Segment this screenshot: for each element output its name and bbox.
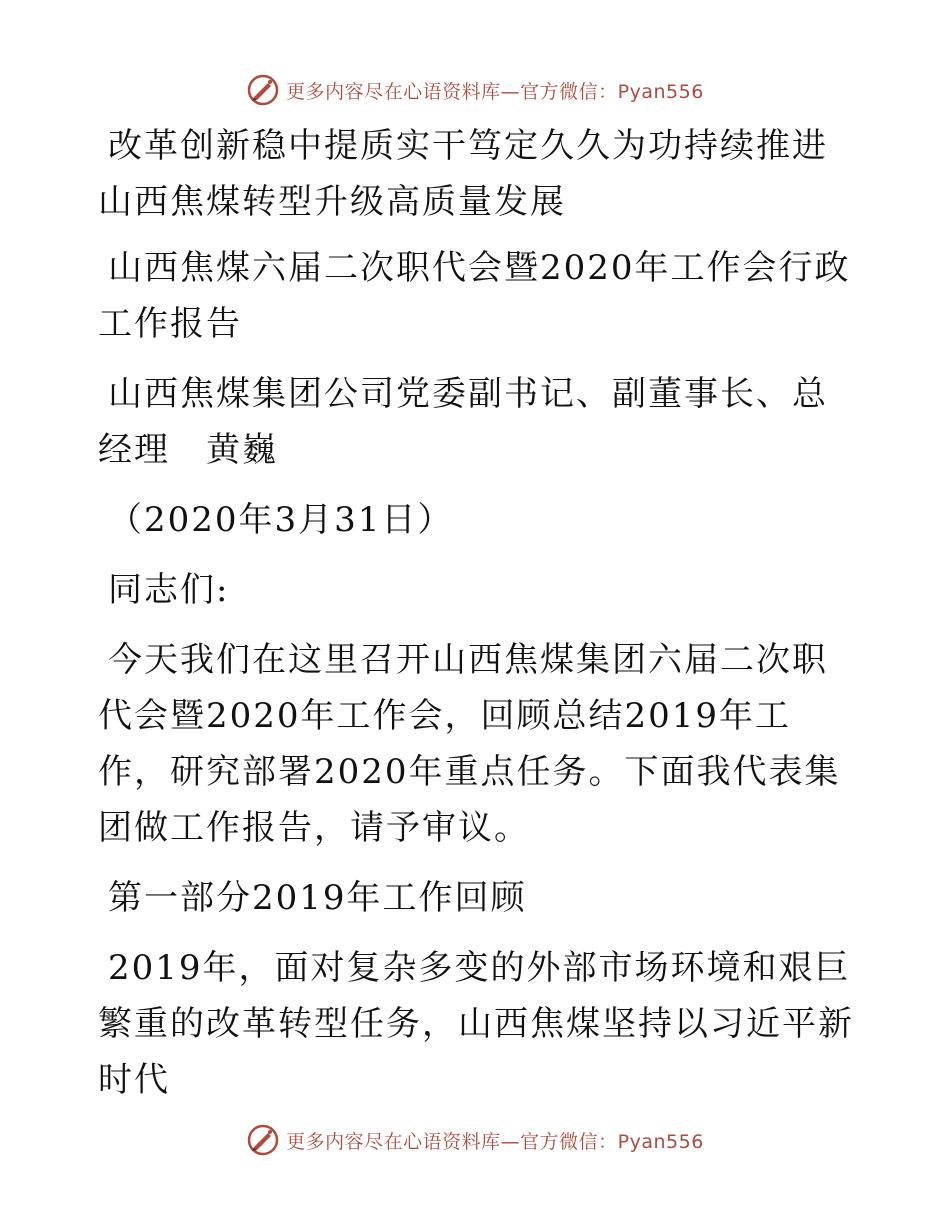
- pen-circle-logo-icon: [246, 1123, 280, 1157]
- document-subtitle: 山西焦煤六届二次职代会暨2020年工作会行政工作报告: [98, 248, 851, 344]
- header-watermark: [0, 72, 950, 108]
- intro-paragraph: 今天我们在这里召开山西焦煤集团六届二次职代会暨2020年工作会，回顾总结2019年工作，研究部署2020年重点任务。下面我代表集团做工作报告，请予审议。: [98, 640, 841, 848]
- watermark-text: 更多内容尽在心语资料库—官方微信：Pyan556: [286, 1130, 704, 1153]
- section-heading: 第一部分2019年工作回顾: [108, 878, 527, 918]
- document-title: 改革创新稳中提质实干笃定久久为功持续推进山西焦煤转型升级高质量发展: [98, 126, 828, 222]
- greeting: 同志们:: [108, 570, 230, 610]
- section-paragraph: 2019年，面对复杂多变的外部市场环境和艰巨繁重的改革转型任务，山西焦煤坚持以习近平新时代: [98, 948, 854, 1100]
- document-author: 山西焦煤集团公司党委副书记、副董事长、总经理 黄巍: [98, 374, 828, 470]
- document-date: （2020年3月31日）: [108, 500, 454, 540]
- footer-watermark: [0, 1122, 950, 1158]
- watermark-text: 更多内容尽在心语资料库—官方微信：Pyan556: [286, 80, 704, 103]
- pen-circle-logo-icon: [246, 73, 280, 107]
- document-body: [98, 118, 858, 1122]
